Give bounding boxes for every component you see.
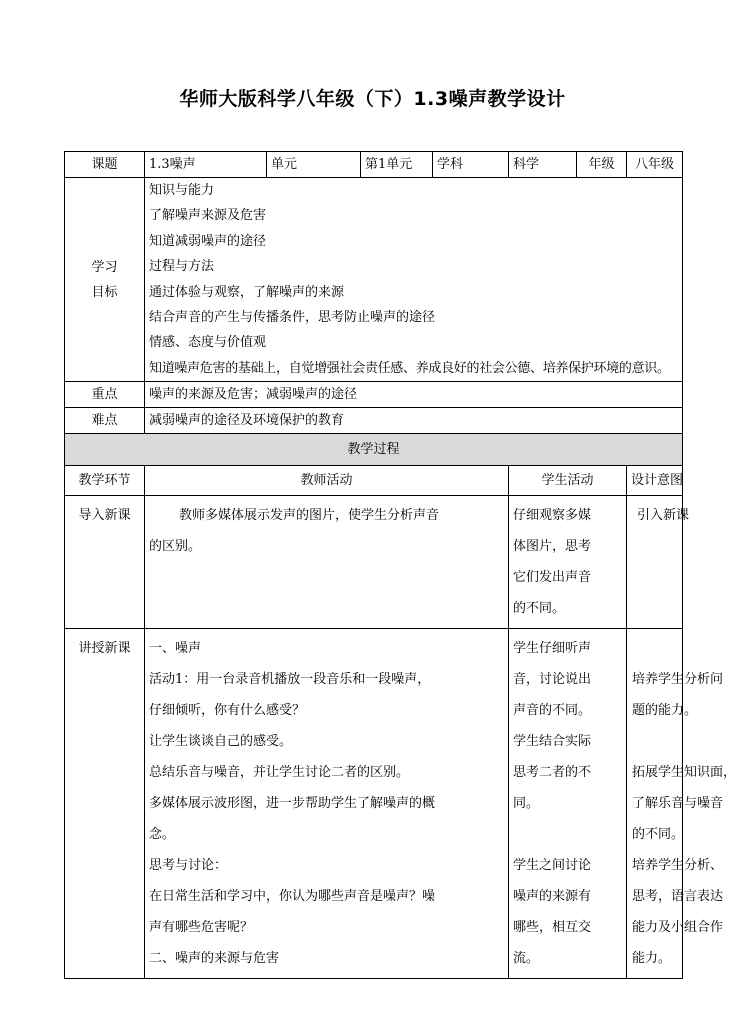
difficulty-text: 减弱噪声的途径及环境保护的教育 [145,408,683,434]
process-header-row [65,434,683,466]
lecture-stage-text: 讲授新课 [78,641,131,657]
objectives-label-1: 学习 [91,259,118,275]
intro-intent [627,496,690,629]
difficulty-label: 难点 [65,408,145,434]
lecture-teacher-line: 一、噪声 [149,641,202,657]
subject-label: 学科 [433,152,509,178]
lecture-intent-line: 培养学生分析问 [632,672,724,688]
objectives-content [145,178,683,382]
process-header: 教学过程 [65,434,683,466]
objective-line: 结合声音的产生与传播条件，思考防止噪声的途径 [149,309,436,325]
column-teacher: 教师活动 [145,466,509,496]
lecture-intent-line: 了解乐音与噪音 [632,796,724,812]
lecture-student-line: 思考二者的不 [513,765,592,781]
lecture-student-line: 哪些，相互交 [513,920,592,936]
intro-intent-text: 引入新课 [637,508,690,524]
objective-line: 知道噪声危害的基础上，自觉增强社会责任感、养成良好的社会公德、培养保护环境的意识。 [149,360,670,376]
grade-value: 八年级 [627,152,683,178]
objective-line: 知识与能力 [149,183,215,198]
lecture-student-line: 流。 [513,951,540,967]
lecture-student-line: 同。 [513,796,540,812]
lecture-teacher-line: 在日常生活和学习中，你认为哪些声音是噪声？噪 [149,889,436,905]
lecture-intent-line: 拓展学生知识面， [632,765,737,781]
lecture-intent-line: 的不同。 [632,827,685,843]
lecture-teacher-line: 多媒体展示波形图，进一步帮助学生了解噪声的概 [149,796,436,812]
lecture-teacher-line: 声有哪些危害呢？ [149,920,254,936]
intro-student-line: 它们发出声音 [513,570,592,586]
intro-teacher-line: 的区别。 [149,539,202,555]
objective-line: 了解噪声来源及危害 [149,208,267,224]
lecture-intent-line: 思考，语言表达 [632,889,724,905]
intro-student [509,496,627,629]
intro-teacher [145,496,509,629]
lecture-stage [65,629,145,979]
lecture-intent [627,629,737,979]
subject-value: 科学 [509,152,577,178]
lecture-teacher-line: 念。 [149,827,176,843]
lecture-teacher-line: 活动1：用一台录音机播放一段音乐和一段噪声， [149,672,431,688]
unit-value: 第1单元 [361,152,433,178]
page-title: 华师大版科学八年级（下）1.3噪声教学设计 [179,88,566,110]
lecture-student-line: 噪声的来源有 [513,889,592,905]
lecture-teacher-line: 二、噪声的来源与危害 [149,951,280,967]
lecture-intent-line: 培养学生分析、 [632,858,724,874]
lecture-student-line: 声音的不同。 [513,703,592,719]
objectives-label [65,178,145,382]
lecture-student [509,629,627,979]
lecture-student-line: 学生结合实际 [513,734,592,750]
lecture-teacher-line: 让学生谈谈自己的感受。 [149,734,293,750]
lecture-student-line: 学生仔细听声 [513,641,592,657]
lecture-row [65,629,683,979]
objective-line: 知道减弱噪声的途径 [149,233,267,249]
key-point-text: 噪声的来源及危害；减弱噪声的途径 [145,382,683,408]
unit-label: 单元 [267,152,361,178]
info-row [65,152,683,178]
lecture-teacher-line: 仔细倾听，你有什么感受？ [149,703,306,719]
objectives-label-2: 目标 [91,284,118,300]
intro-row [65,496,683,629]
process-columns-row [65,466,683,496]
key-point-row [65,382,683,408]
lecture-student-line: 学生之间讨论 [513,858,592,874]
intro-student-line: 体图片，思考 [513,539,592,555]
column-stage: 教学环节 [65,466,145,496]
intro-student-line: 的不同。 [513,601,566,617]
lesson-plan-table [64,151,737,979]
lecture-intent-line: 能力及小组合作 [632,920,724,936]
topic-label: 课题 [65,152,145,178]
lecture-intent-line: 能力。 [632,951,672,967]
lecture-teacher-line: 思考与讨论： [149,858,228,874]
intro-student-line: 仔细观察多媒 [513,508,592,524]
difficulty-row [65,408,683,434]
topic-value: 1.3噪声 [145,152,267,178]
objectives-row [65,178,683,382]
column-intent: 设计意图 [627,466,683,496]
intro-teacher-line: 教师多媒体展示发声的图片，使学生分析声音 [179,508,440,524]
lecture-teacher-line: 总结乐音与噪音，并让学生讨论二者的区别。 [149,765,410,781]
column-student: 学生活动 [509,466,627,496]
key-point-label: 重点 [65,382,145,408]
objective-line: 过程与方法 [149,259,215,275]
intro-stage-text: 导入新课 [78,508,131,524]
objective-line: 通过体验与观察，了解噪声的来源 [149,284,345,300]
lecture-student-line: 音，讨论说出 [513,672,592,688]
lecture-intent-line: 题的能力。 [632,703,698,719]
objective-line: 情感、态度与价值观 [149,335,267,351]
lecture-teacher [145,629,509,979]
grade-label: 年级 [577,152,627,178]
intro-stage [65,496,145,629]
